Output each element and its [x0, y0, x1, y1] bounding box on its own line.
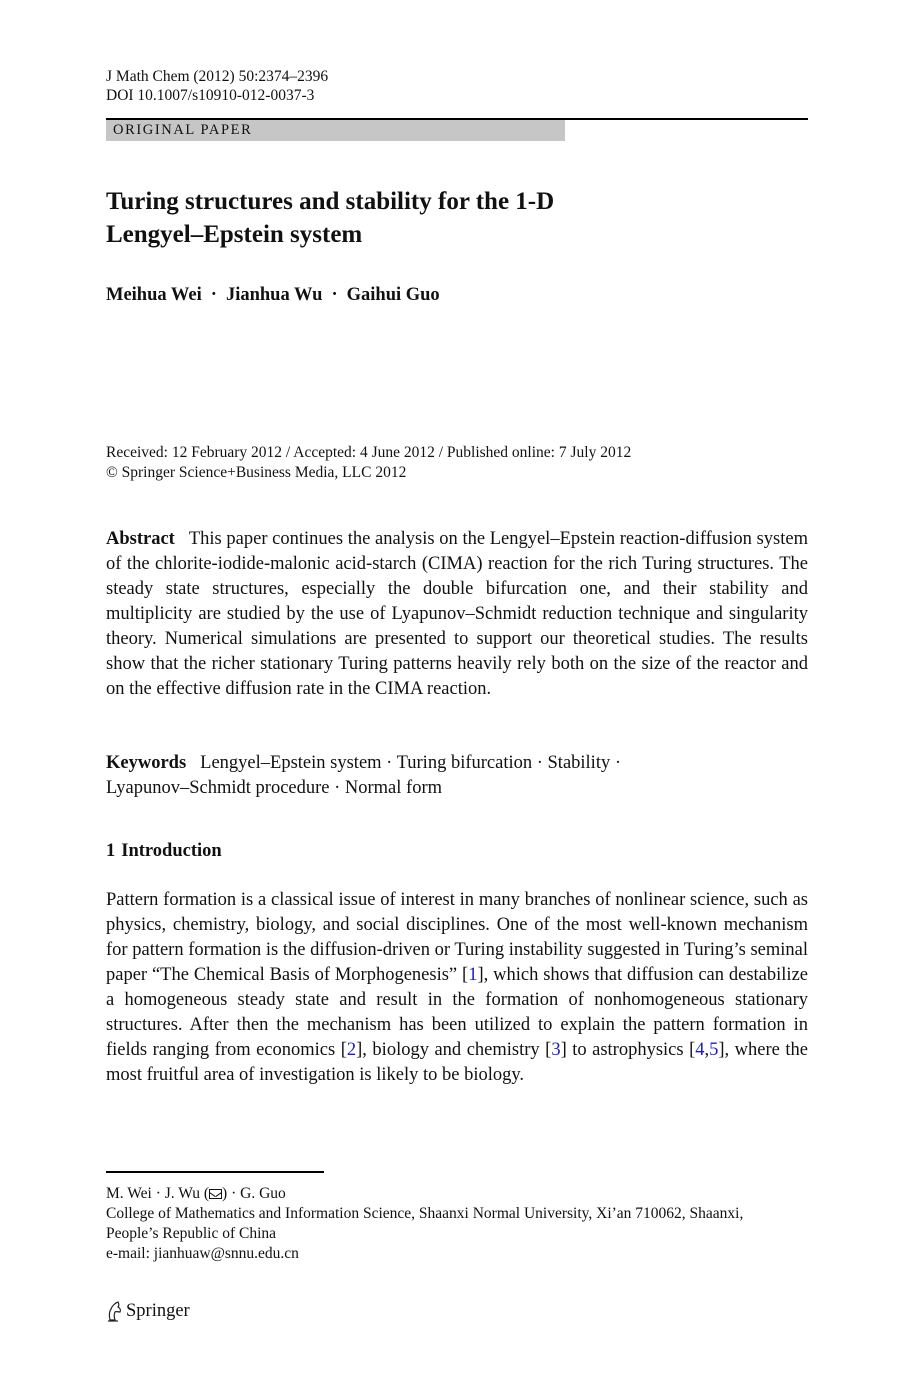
section-number: 1	[106, 841, 116, 861]
section-heading	[106, 840, 222, 862]
keywords-line-1: Lengyel–Epstein system · Turing bifurcation · Stability ·	[200, 753, 622, 773]
footnote-rule	[106, 1171, 324, 1173]
paper-title	[106, 185, 666, 251]
introduction-paragraph	[106, 888, 808, 1088]
title-line-1: Turing structures and stability for the 1-D	[106, 188, 555, 215]
history-dates: Received: 12 February 2012 / Accepted: 4 June 2012 / Published online: 7 July 2012	[106, 444, 632, 461]
citation-link[interactable]: 1	[468, 965, 478, 985]
author-separator: ·	[210, 285, 217, 305]
author-name: Gaihui Guo	[346, 285, 440, 305]
publisher-name: Springer	[126, 1301, 190, 1321]
affiliation-line-1: College of Mathematics and Information Science, Shaanxi Normal University, Xi’an 710062, Shaanxi,	[106, 1205, 744, 1222]
footnote-authors-text: M. Wei · J. Wu (	[106, 1185, 210, 1202]
article-type-banner: ORIGINAL PAPER	[106, 120, 565, 141]
keywords	[106, 751, 808, 801]
copyright-notice: © Springer Science+Business Media, LLC 2012	[106, 464, 407, 481]
intro-text: ] to astrophysics [	[560, 1040, 696, 1060]
intro-text: ,	[704, 1040, 710, 1060]
intro-text: ], biology and chemistry [	[356, 1040, 552, 1060]
author-name: Jianhua Wu	[225, 285, 323, 305]
title-line-2: Lengyel–Epstein system	[106, 221, 363, 248]
author-name: Meihua Wei	[106, 285, 202, 305]
abstract-label: Abstract	[106, 529, 175, 549]
author-list	[106, 284, 440, 306]
citation-link[interactable]: 4	[695, 1040, 705, 1060]
springer-horse-icon	[106, 1300, 123, 1322]
citation-link[interactable]: 5	[709, 1040, 719, 1060]
author-email[interactable]: e-mail: jianhuaw@snnu.edu.cn	[106, 1245, 299, 1262]
intro-text: ], which shows that diffusion can destabilize a homogeneous steady state and result in the formation of nonhomogeneous stationary structures. After then the mechanism has been utilized to explain the pattern formation in fields ranging from economics [	[106, 965, 808, 1060]
doi: DOI 10.1007/s10910-012-0037-3	[106, 87, 315, 104]
keywords-label: Keywords	[106, 753, 187, 773]
intro-text: ], where the most fruitful area of investigation is likely to be biology.	[106, 1040, 808, 1085]
citation-link[interactable]: 3	[551, 1040, 561, 1060]
journal-reference	[106, 67, 328, 105]
publication-dates	[106, 443, 631, 483]
publisher-logo	[106, 1299, 190, 1323]
section-title: Introduction	[121, 841, 222, 861]
footnote-authors	[106, 1184, 808, 1204]
affiliation-line-2: People’s Republic of China	[106, 1225, 277, 1242]
journal-citation: J Math Chem (2012) 50:2374–2396	[106, 68, 329, 85]
abstract-text: This paper continues the analysis on the Lengyel–Epstein reaction-diffusion system of the chlorite-iodide-malonic acid-starch (CIMA) reaction for the rich Turing structures. The steady state structures, especially the double bifurcation one, and their stability and multiplicity are studied by the use of Lyapunov–Schmidt reduction technique and singularity theory. Numerical simulations are presented to support our theoretical studies. The results show that the richer stationary Turing patterns heavily rely both on the size of the reactor and on the effective diffusion rate in the CIMA reaction.	[106, 529, 808, 699]
author-footnote	[106, 1184, 808, 1264]
envelope-icon	[209, 1189, 222, 1199]
citation-link[interactable]: 2	[346, 1040, 357, 1060]
author-separator: ·	[331, 285, 338, 305]
footnote-authors-text: ) · G. Guo	[222, 1185, 286, 1202]
intro-text: Pattern formation is a classical issue of interest in many branches of nonlinear science, such as physics, chemistry, biology, and social disciplines. One of the most well-known mechanism for pattern formation is the diffusion-driven or Turing instability suggested in Turing’s seminal paper “The Chemical Basis of Morphogenesis” [	[106, 890, 808, 985]
keywords-line-2: Lyapunov–Schmidt procedure · Normal form	[106, 778, 442, 798]
abstract	[106, 527, 808, 702]
